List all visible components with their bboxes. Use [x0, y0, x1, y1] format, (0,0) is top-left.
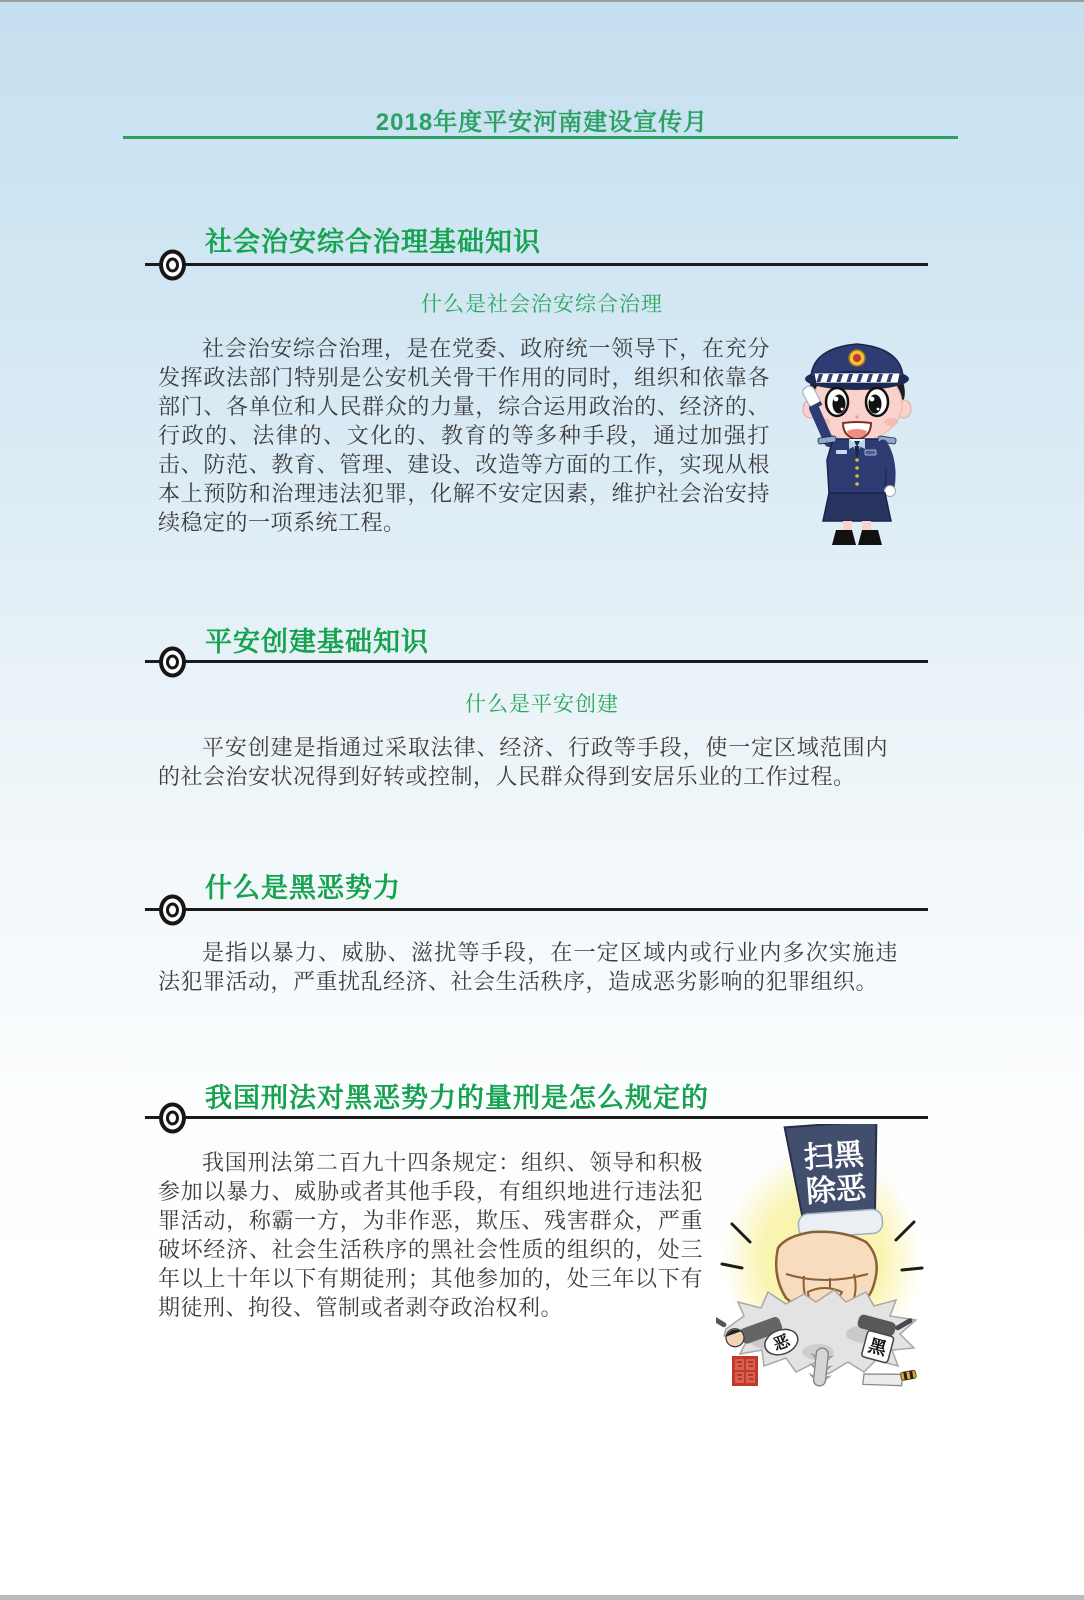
- section-body: 我国刑法第二百九十四条规定：组织、领导和积极参加以暴力、威胁或者其他手段，有组织地进行违法犯罪活动，称霸一方，为非作恶，欺压、残害群众，严重破坏经济、社会生活秩序的黑社会性质的组织的，处三年以上十年以下有期徒刑；其他参加的，处三年以下有期徒刑、拘役、管制或者剥夺政治权利。: [158, 1150, 703, 1320]
- divider-ring-icon: [159, 646, 186, 677]
- machete: [861, 1365, 917, 1392]
- police-hat: [805, 344, 909, 390]
- mascot-lower-body: [823, 493, 891, 545]
- section-heading-criminal-law-sentencing: 我国刑法对黑恶势力的量刑是怎么规定的: [205, 1083, 709, 1113]
- section-subheading: 什么是社会治安综合治理: [421, 293, 663, 316]
- section-heading-black-evil-forces: 什么是黑恶势力: [205, 873, 401, 903]
- section-divider: [145, 908, 928, 911]
- section-heading-safe-creation: 平安创建基础知识: [205, 627, 429, 657]
- divider-ring-icon: [159, 894, 186, 925]
- page-title: 2018年度平安河南建设宣传月: [375, 109, 709, 136]
- policewoman-mascot-illustration: [799, 340, 915, 548]
- villain-label-right: 黑: [866, 1335, 889, 1360]
- divider-ring-icon: [159, 1102, 186, 1133]
- section-body: 平安创建是指通过采取法律、经济、行政等手段，使一定区域范围内的社会治安状况得到好转或控制，人民群众得到安居乐业的工作过程。: [158, 735, 888, 789]
- red-seal-stamp: [732, 1356, 758, 1386]
- section-heading-comprehensive-governance: 社会治安综合治理基础知识: [205, 227, 541, 257]
- section-subheading: 什么是平安创建: [465, 693, 619, 716]
- sleeve-text-line1: 扫黑: [802, 1137, 865, 1176]
- section-body: 社会治安综合治理，是在党委、政府统一领导下，在充分发挥政法部门特别是公安机关骨干作用的同时，组织和依靠各部门、各单位和人民群众的力量，综合运用政治的、经济的、行政的、法律的、文化的、教育的等多种手段，通过加强打击、防范、教育、管理、建设、改造等方面的工作，实现从根本上预防和治理违法犯罪，化解不安定因素，维护社会治安持续稳定的一项系统工程。: [158, 336, 770, 535]
- section-divider: [145, 660, 928, 663]
- villain-label-left: 恶: [771, 1332, 793, 1355]
- divider-ring-icon: [159, 249, 186, 280]
- section-body: 是指以暴力、威胁、滋扰等手段，在一定区域内或行业内多次实施违法犯罪活动，严重扰乱经济、社会生活秩序，造成恶劣影响的犯罪组织。: [158, 940, 898, 994]
- header-underline: [123, 136, 958, 139]
- sleeve-text-line2: 除恶: [805, 1171, 868, 1209]
- sleeve-sweep-black: [785, 1124, 885, 1239]
- section-divider: [145, 263, 928, 266]
- section-divider: [145, 1116, 928, 1119]
- fist-smashing-crime-illustration: [716, 1124, 932, 1400]
